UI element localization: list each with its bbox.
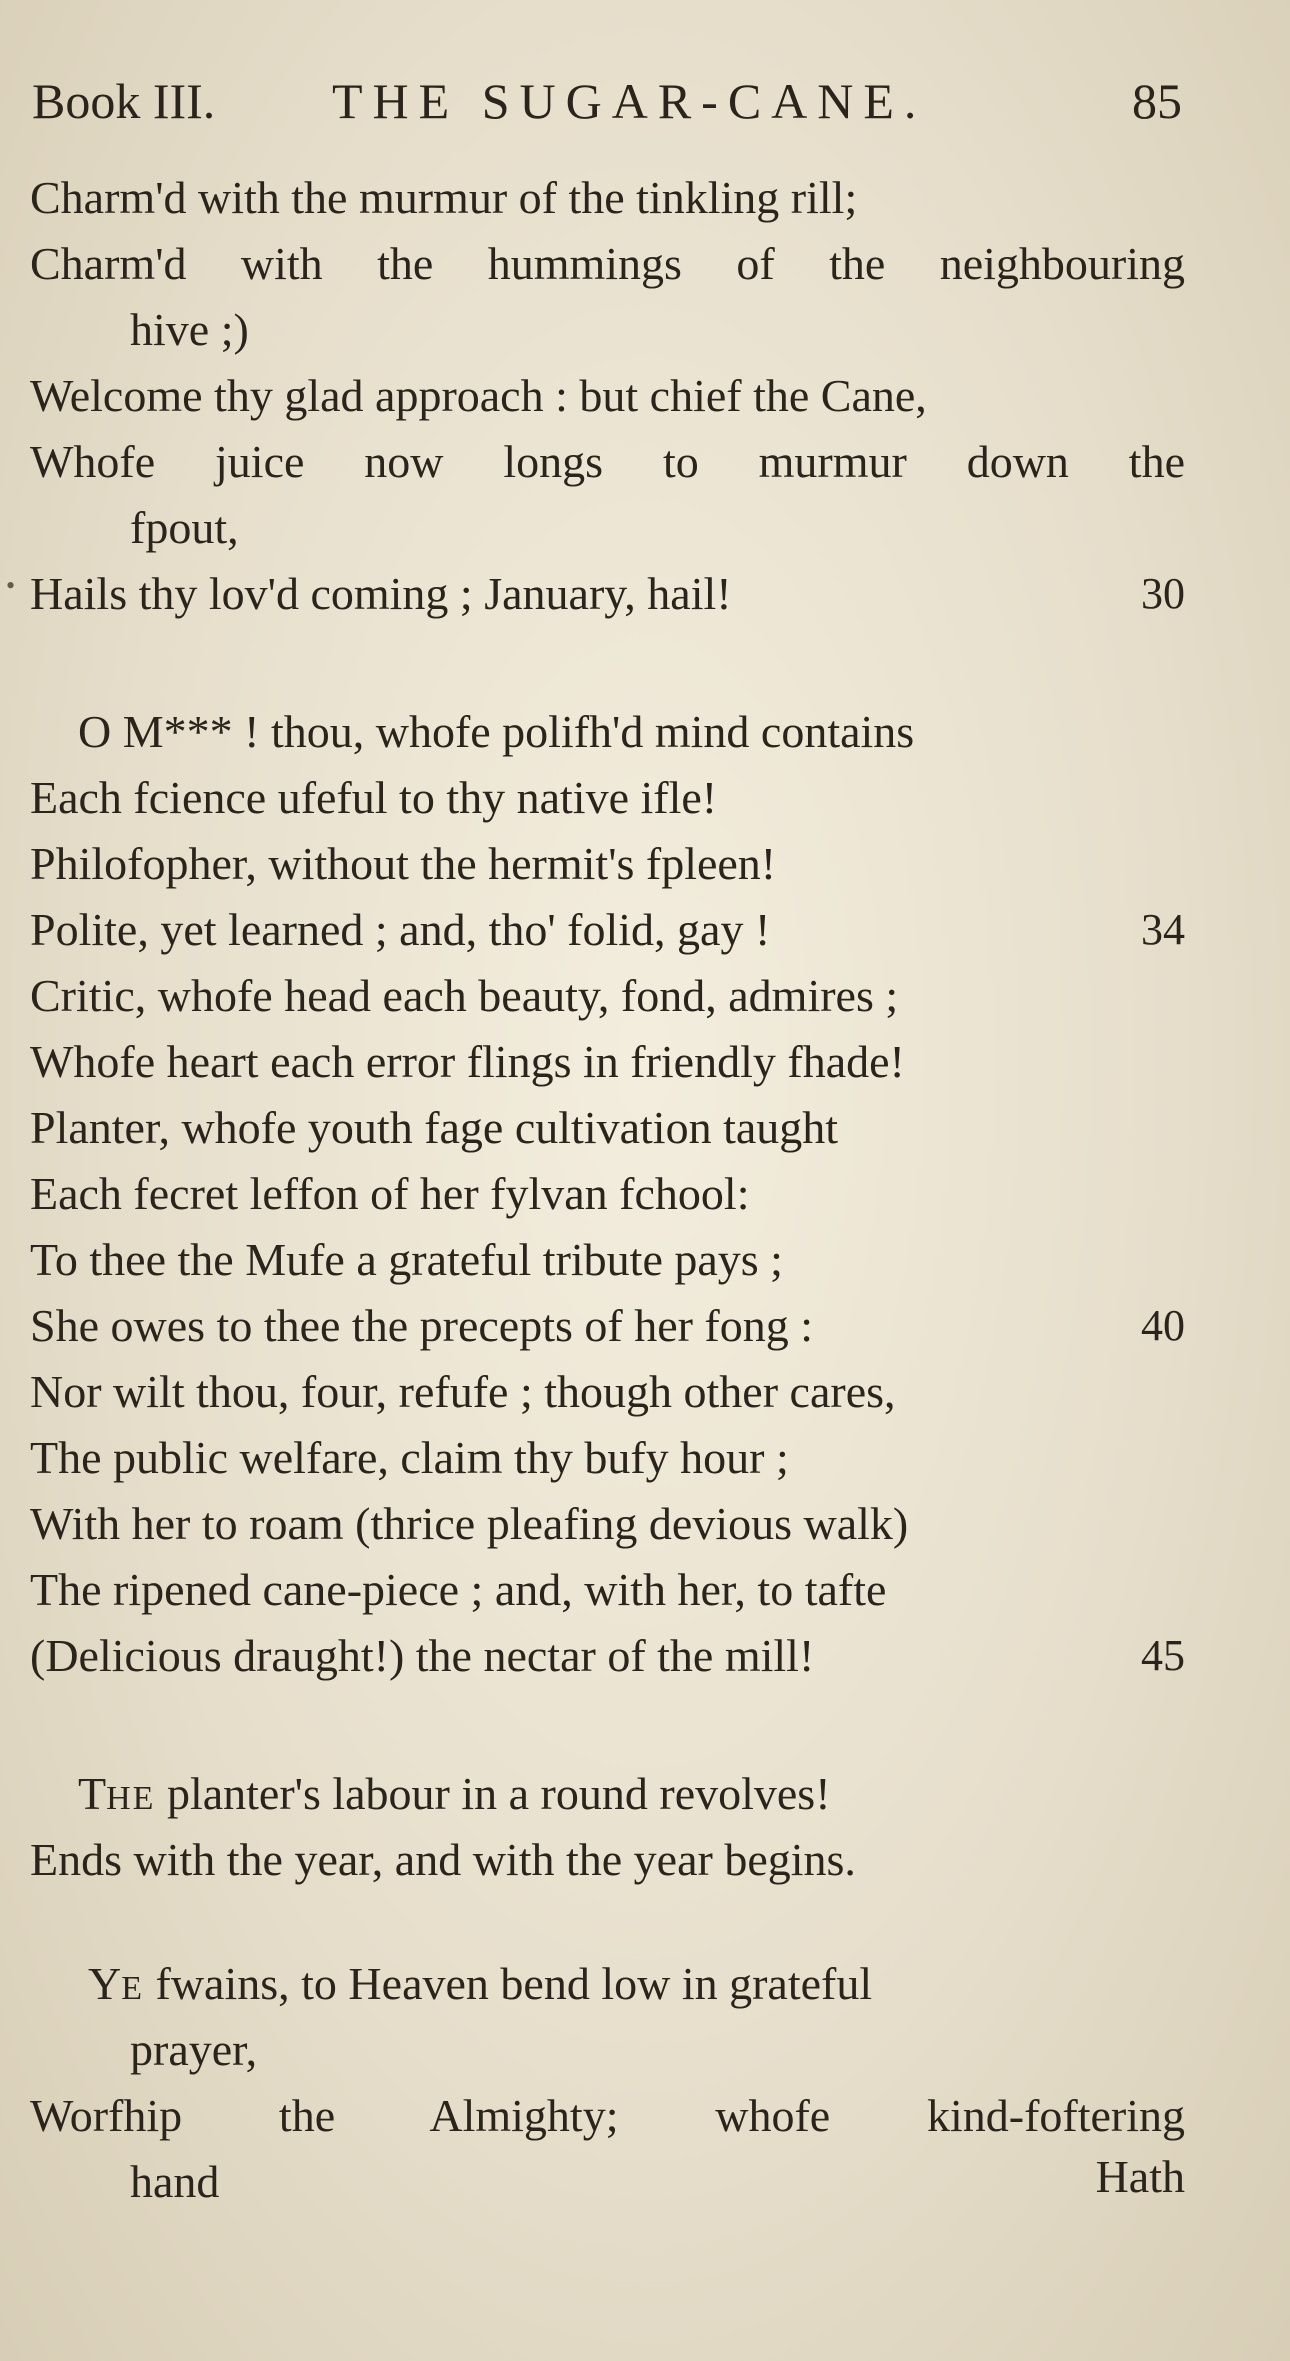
verse-line: Ends with the year, and with the year begins. <box>30 1834 856 1885</box>
verse-line: O M*** ! thou, whofe polifh'd mind contains <box>78 706 915 757</box>
verse-text: planter's labour in a round revolves! <box>155 1768 831 1819</box>
verse-line <box>30 561 1185 627</box>
verse-text: (Delicious draught!) the nectar of the mill! <box>30 1630 815 1681</box>
poem-text <box>30 165 1185 2215</box>
verse-line: Worfhip the Almighty; whofe kind-foftering <box>30 2090 1185 2141</box>
verse-line: The public welfare, claim thy bufy hour ; <box>30 1432 789 1483</box>
running-title: THE SUGAR-CANE. <box>332 73 927 129</box>
verse-line: To thee the Mufe a grateful tribute pays ; <box>30 1234 783 1285</box>
verse-text: She owes to thee the precepts of her fong : <box>30 1300 814 1351</box>
verse-line: Each fecret leffon of her fylvan fchool: <box>30 1168 750 1219</box>
verse-line-continuation: fpout, <box>130 502 239 553</box>
verse-line: Charm'd with the murmur of the tinkling rill; <box>30 172 858 223</box>
line-number: 45 <box>1141 1631 1185 1680</box>
page-number: 85 <box>1132 73 1182 129</box>
verse-text: fwains, to Heaven bend low in grateful <box>144 1958 873 2009</box>
small-caps-rest: HE <box>106 1780 156 1817</box>
line-number: 30 <box>1141 569 1185 618</box>
book-label: Book III. <box>32 73 216 129</box>
verse-line: The ripened cane-piece ; and, with her, to tafte <box>30 1564 887 1615</box>
verse-line <box>30 1951 1185 2017</box>
verse-line: Philofopher, without the hermit's fpleen! <box>30 838 777 889</box>
verse-line: Critic, whofe head each beauty, fond, admires ; <box>30 970 899 1021</box>
verse-text: Hails thy lov'd coming ; January, hail! <box>30 568 732 619</box>
verse-line <box>30 1293 1185 1359</box>
verse-line-continuation: hive ;) <box>130 304 249 355</box>
verse-line <box>30 897 1185 963</box>
margin-mark: • <box>6 571 16 600</box>
running-header <box>32 72 1182 142</box>
verse-line-continuation: prayer, <box>130 2024 258 2075</box>
catchword: Hath <box>1095 2151 1185 2202</box>
small-caps-initial: Y <box>88 1958 122 2009</box>
verse-line-continuation: hand <box>130 2156 220 2207</box>
line-number: 40 <box>1141 1301 1185 1350</box>
verse-line: Nor wilt thou, four, refufe ; though other cares, <box>30 1366 896 1417</box>
small-caps-initial: T <box>78 1768 107 1819</box>
verse-line: Welcome thy glad approach : but chief the Cane, <box>30 370 927 421</box>
line-number: 34 <box>1141 905 1185 954</box>
verse-line: Each fcience ufeful to thy native ifle! <box>30 772 718 823</box>
verse-line: Planter, whofe youth fage cultivation taught <box>30 1102 839 1153</box>
verse-text: Polite, yet learned ; and, tho' folid, gay ! <box>30 904 771 955</box>
verse-line <box>30 1761 1185 1827</box>
verse-line: With her to roam (thrice pleafing devious walk) <box>30 1498 909 1549</box>
small-caps-rest: E <box>121 1970 145 2007</box>
verse-line <box>30 1623 1185 1689</box>
stanza-break <box>30 627 1185 699</box>
stanza-break <box>30 1689 1185 1761</box>
stanza-break <box>30 1893 1185 1951</box>
verse-line: Whofe heart each error flings in friendly fhade! <box>30 1036 905 1087</box>
verse-line: Charm'd with the hummings of the neighbouring <box>30 238 1185 289</box>
verse-line: Whofe juice now longs to murmur down the <box>30 436 1185 487</box>
